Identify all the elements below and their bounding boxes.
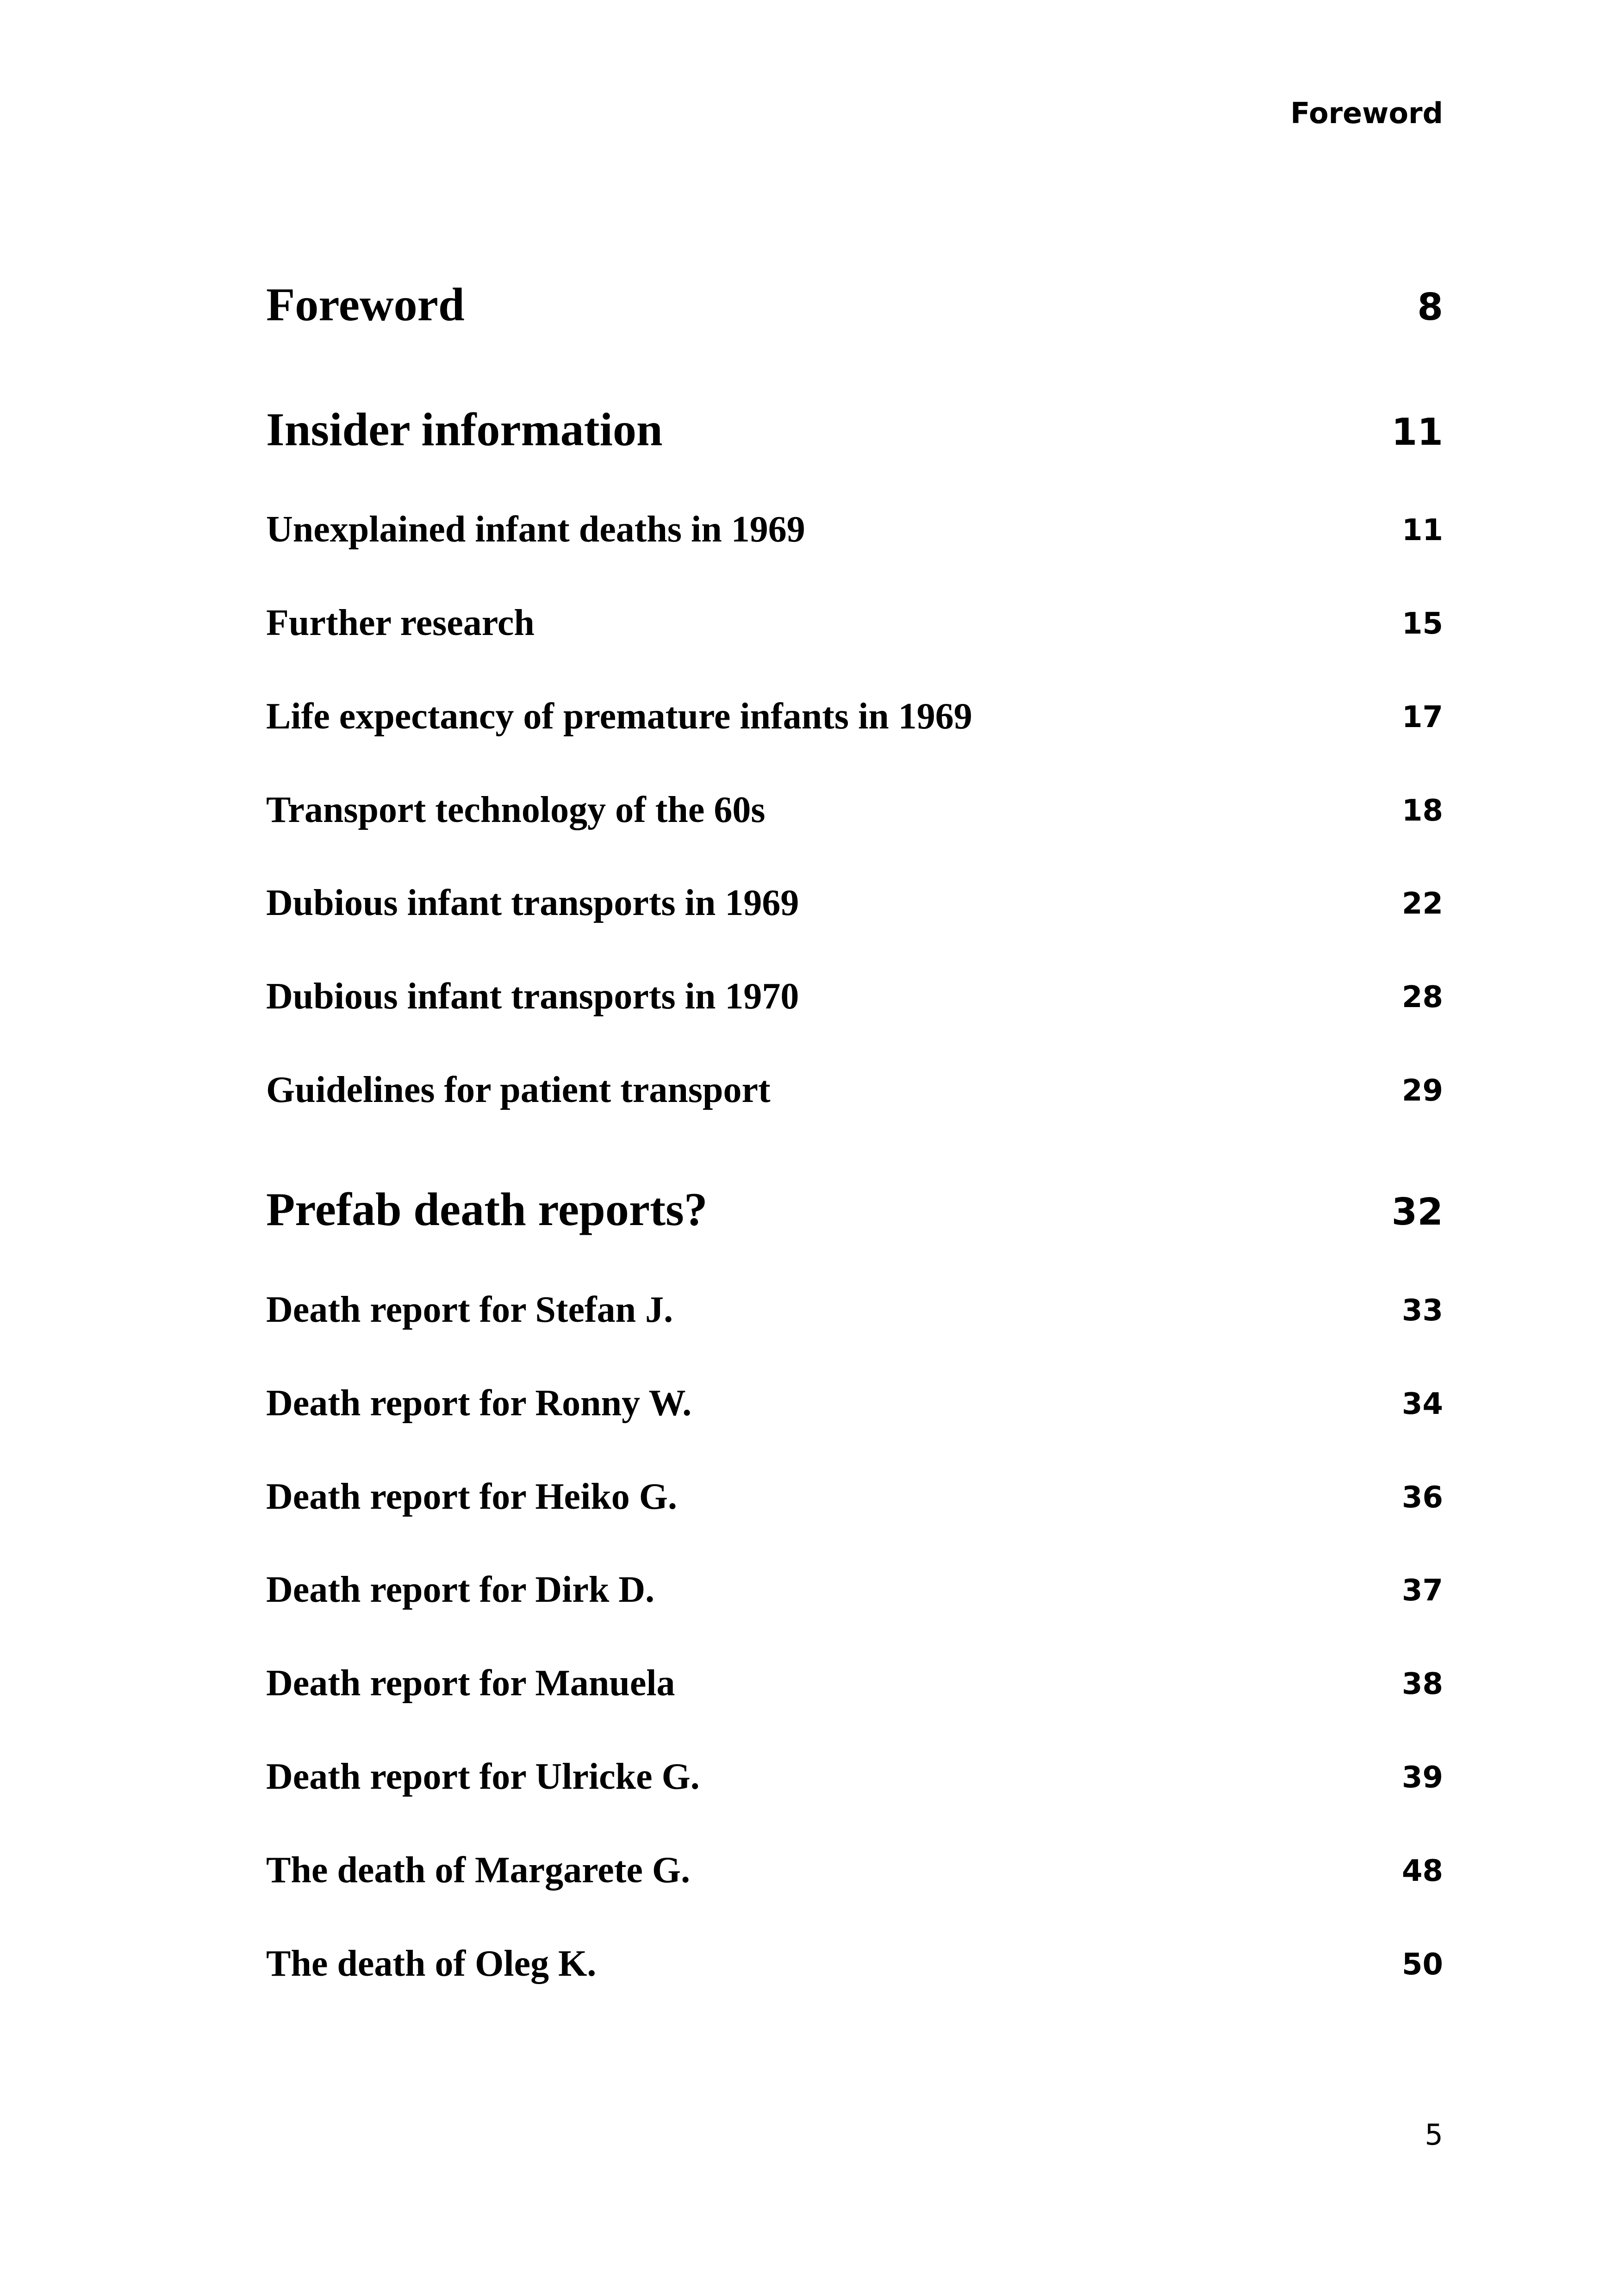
toc-entry-death-report-stefan[interactable] <box>266 1259 1443 1328</box>
toc-entry-page-number: 8 <box>1417 286 1443 329</box>
toc-entry-insider-information[interactable] <box>266 384 1443 454</box>
table-of-contents <box>266 0 1443 2296</box>
toc-entry-title: Unexplained infant deaths in 1969 <box>266 509 805 550</box>
toc-entry-title: The death of Margarete G. <box>266 1850 691 1891</box>
toc-entry-title: Death report for Heiko G. <box>266 1476 678 1517</box>
toc-entry-life-expectancy[interactable] <box>266 666 1443 735</box>
toc-entry-page-number: 22 <box>1401 887 1443 921</box>
page-number-footer: 5 <box>1425 2118 1443 2152</box>
toc-entry-page-number: 11 <box>1391 411 1443 454</box>
toc-entry-death-report-ronny[interactable] <box>266 1352 1443 1422</box>
toc-entry-page-number: 37 <box>1401 1574 1443 1608</box>
toc-entry-page-number: 29 <box>1401 1074 1443 1108</box>
toc-entry-title: Foreword <box>266 279 465 331</box>
toc-entry-title: Death report for Dirk D. <box>266 1569 655 1610</box>
toc-entry-title: Guidelines for patient transport <box>266 1070 771 1110</box>
toc-entry-title: Prefab death reports? <box>266 1183 708 1236</box>
toc-entry-title: Death report for Ulricke G. <box>266 1756 700 1797</box>
toc-entry-title: Dubious infant transports in 1970 <box>266 976 799 1017</box>
toc-entry-guidelines-patient-transport[interactable] <box>266 1039 1443 1108</box>
toc-entry-title: Transport technology of the 60s <box>266 790 765 830</box>
toc-entry-page-number: 48 <box>1401 1854 1443 1888</box>
toc-entry-prefab-death-reports[interactable] <box>266 1164 1443 1236</box>
toc-entry-title: Further research <box>266 603 535 643</box>
toc-entry-page-number: 18 <box>1401 794 1443 828</box>
toc-entry-page-number: 11 <box>1401 513 1443 548</box>
toc-entry-page-number: 50 <box>1401 1948 1443 1982</box>
toc-entry-death-report-manuela[interactable] <box>266 1632 1443 1702</box>
toc-entry-title: Death report for Ronny W. <box>266 1383 692 1424</box>
toc-entry-page-number: 33 <box>1401 1294 1443 1328</box>
toc-entry-page-number: 32 <box>1391 1190 1443 1233</box>
toc-entry-page-number: 36 <box>1401 1481 1443 1515</box>
toc-entry-page-number: 39 <box>1401 1761 1443 1795</box>
toc-entry-title: Life expectancy of premature infants in 1969 <box>266 696 972 737</box>
toc-entry-title: Death report for Manuela <box>266 1663 675 1704</box>
toc-entry-title: The death of Oleg K. <box>266 1943 597 1984</box>
toc-entry-page-number: 34 <box>1401 1387 1443 1421</box>
toc-entry-death-report-dirk[interactable] <box>266 1539 1443 1608</box>
toc-entry-page-number: 17 <box>1401 700 1443 734</box>
toc-entry-unexplained-infant-deaths[interactable] <box>266 479 1443 548</box>
toc-entry-foreword[interactable] <box>266 259 1443 329</box>
running-header: Foreword <box>1290 96 1443 130</box>
toc-entry-dubious-transports-1970[interactable] <box>266 946 1443 1015</box>
toc-entry-death-of-margarete[interactable] <box>266 1819 1443 1889</box>
toc-entry-page-number: 28 <box>1401 980 1443 1014</box>
toc-entry-title: Dubious infant transports in 1969 <box>266 883 799 923</box>
toc-entry-transport-technology[interactable] <box>266 759 1443 828</box>
toc-entry-title: Death report for Stefan J. <box>266 1289 673 1330</box>
toc-entry-death-of-oleg[interactable] <box>266 1913 1443 1982</box>
toc-entry-dubious-transports-1969[interactable] <box>266 852 1443 921</box>
toc-entry-page-number: 15 <box>1401 607 1443 641</box>
toc-entry-title: Insider information <box>266 404 663 456</box>
toc-entry-further-research[interactable] <box>266 572 1443 641</box>
toc-entry-page-number: 38 <box>1401 1667 1443 1701</box>
toc-entry-death-report-ulricke[interactable] <box>266 1726 1443 1795</box>
toc-entry-death-report-heiko[interactable] <box>266 1446 1443 1515</box>
